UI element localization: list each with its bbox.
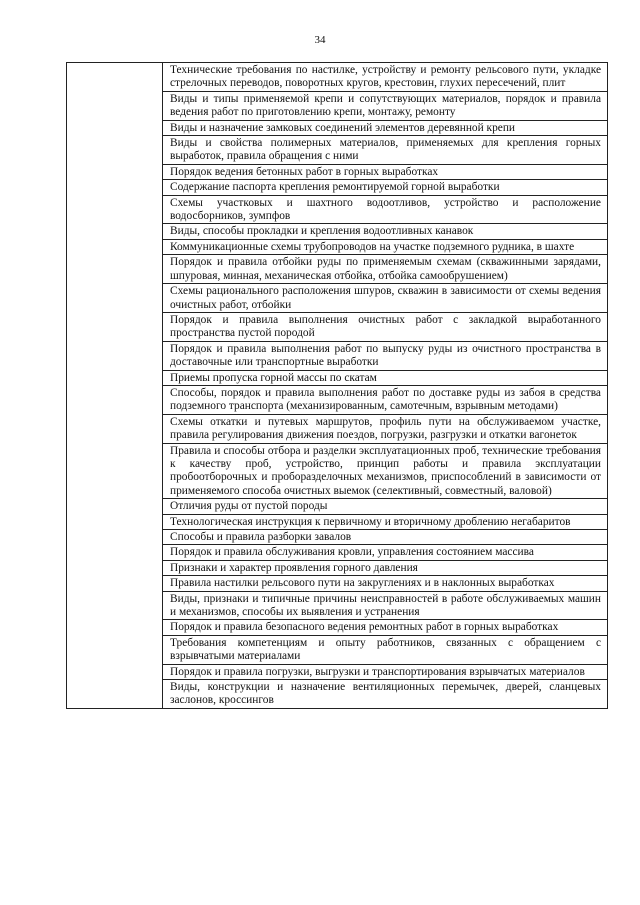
requirement-cell: Виды и свойства полимерных материалов, применяемых для крепления горных выработок, правила обращения с ними xyxy=(163,136,608,165)
requirement-cell: Правила настилки рельсового пути на закруглениях и в наклонных выработках xyxy=(163,576,608,591)
requirement-cell: Отличия руды от пустой породы xyxy=(163,499,608,514)
requirement-cell: Содержание паспорта крепления ремонтируемой горной выработки xyxy=(163,180,608,195)
requirement-cell: Порядок и правила обслуживания кровли, управления состоянием массива xyxy=(163,545,608,560)
requirement-cell: Технологическая инструкция к первичному и вторичному дроблению негабаритов xyxy=(163,514,608,529)
requirement-cell: Способы и правила разборки завалов xyxy=(163,530,608,545)
requirement-cell: Приемы пропуска горной массы по скатам xyxy=(163,370,608,385)
requirement-cell: Схемы рационального расположения шпуров, скважин в зависимости от схемы ведения очистных работ, отбойки xyxy=(163,284,608,313)
requirement-cell: Порядок и правила выполнения очистных работ с закладкой выработанного пространства пустой породой xyxy=(163,312,608,341)
page-number: 34 xyxy=(314,34,326,46)
requirement-cell: Порядок ведения бетонных работ в горных выработках xyxy=(163,164,608,179)
requirement-cell: Правила и способы отбора и разделки эксплуатационных проб, технические требования к качеству проб, устройство, принцип работы и правила эксплуатации пробоотборочных и проборазделочных механизмов, приспособлений в зависимости от применяемого способа очистных выемок (селективный, совместный, валовой) xyxy=(163,443,608,499)
requirement-cell: Технические требования по настилке, устройству и ремонту рельсового пути, укладке стрелочных переводов, поворотных кругов, крестовин, глухих пересечений, плит xyxy=(163,63,608,92)
requirements-table-body xyxy=(67,63,608,709)
requirement-cell: Коммуникационные схемы трубопроводов на участке подземного рудника, в шахте xyxy=(163,239,608,254)
requirement-cell: Требования компетенциям и опыту работников, связанных с обращением с взрывчатыми материалами xyxy=(163,635,608,664)
requirement-cell: Виды, признаки и типичные причины неисправностей в работе обслуживаемых машин и механизмов, способы их выявления и устранения xyxy=(163,591,608,620)
requirement-cell: Схемы откатки и путевых маршрутов, профиль пути на обслуживаемом участке, правила регулирования движения поездов, погрузки, разгрузки и откатки вагонеток xyxy=(163,414,608,443)
requirement-cell: Порядок и правила погрузки, выгрузки и транспортирования взрывчатых материалов xyxy=(163,664,608,679)
requirement-cell: Порядок и правила отбойки руды по применяемым схемам (скважинными зарядами, шпуровая, минная, механическая отбойка, отбойка самообрушением) xyxy=(163,255,608,284)
requirement-cell: Признаки и характер проявления горного давления xyxy=(163,560,608,575)
requirement-cell: Способы, порядок и правила выполнения работ по доставке руды из забоя в средства подземного транспорта (механизированным, самотечным, взрывным методами) xyxy=(163,385,608,414)
table-row xyxy=(67,63,608,92)
requirement-cell: Порядок и правила безопасного ведения ремонтных работ в горных выработках xyxy=(163,620,608,635)
requirement-cell: Виды, конструкции и назначение вентиляционных перемычек, дверей, сланцевых заслонов, кроссингов xyxy=(163,680,608,709)
requirement-cell: Виды и назначение замковых соединений элементов деревянной крепи xyxy=(163,120,608,135)
requirement-cell: Порядок и правила выполнения работ по выпуску руды из очистного пространства в доставочные или транспортные выработки xyxy=(163,341,608,370)
requirement-cell: Схемы участковых и шахтного водоотливов, устройство и расположение водосборников, зумпфов xyxy=(163,195,608,224)
requirement-cell: Виды и типы применяемой крепи и сопутствующих материалов, порядок и правила ведения работ по приготовлению крепи, монтажу, ремонту xyxy=(163,91,608,120)
left-column-cell xyxy=(67,63,163,709)
requirement-cell: Виды, способы прокладки и крепления водоотливных канавок xyxy=(163,224,608,239)
requirements-table xyxy=(66,62,608,709)
